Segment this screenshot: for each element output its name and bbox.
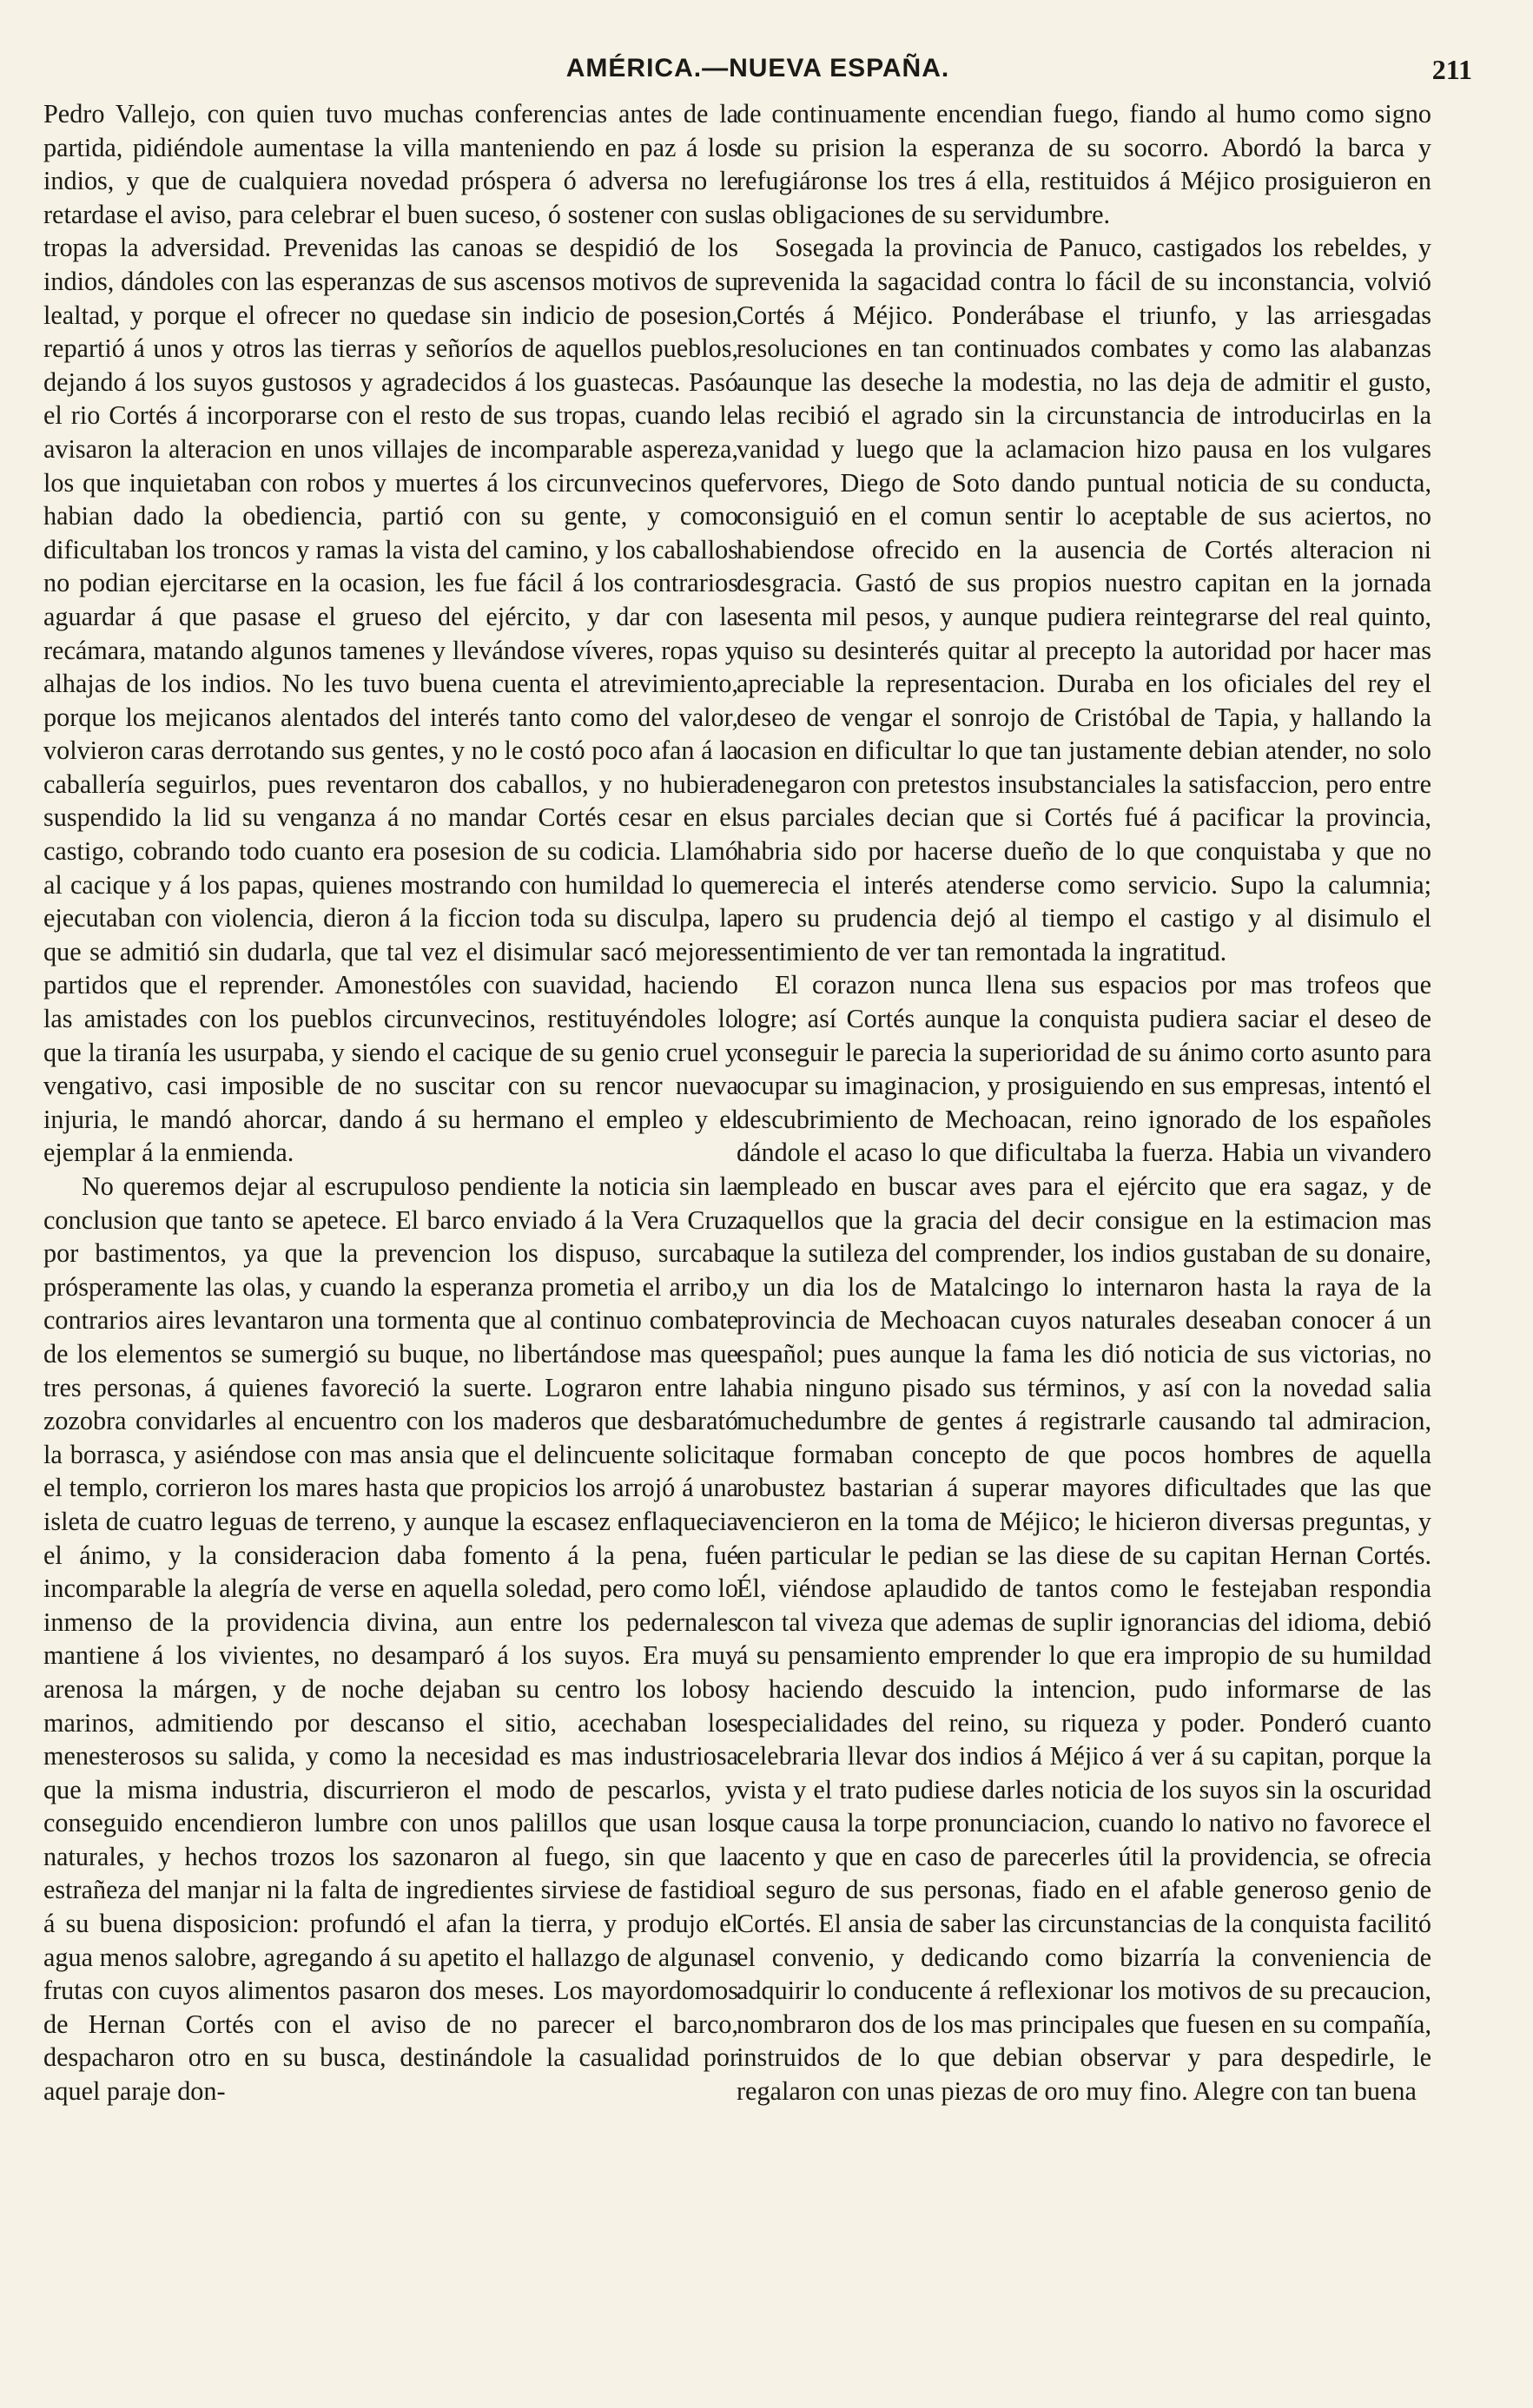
running-title: AMÉRICA.—NUEVA ESPAÑA. — [565, 54, 950, 82]
paragraph: No queremos dejar al escrupuloso pendiente la noticia sin la conclusion que tanto se apetece. El barco enviado á la Vera Cruz por bastimentos, ya que la prevencion los dispuso, surcaba prósperamente las olas, y cuando la esperanza prometia el arribo, contrarios aires levantaron una tormenta que al continuo combate de los elementos se sumergió su buque, no libertándose mas que tres personas, á quienes favoreció la suerte. Lograron entre la zozobra convidarles al encuentro con los maderos que desbarató la borrasca, y asiéndose con mas ansia que el delincuente solicita el templo, corrieron los mares hasta que propicios los arrojó á una isleta de cuatro leguas de terreno, y aunque la escasez enflaquecia el ánimo, y la consideracion daba fomento á la pena, fué incomparable la alegría de verse en aquella soledad, pero como lo inmenso de la providencia divina, aun entre los pedernales mantiene á los vivientes, no desamparó á los suyos. Era muy arenosa la márgen, y de noche dejaban su centro los lobos marinos, admitiendo por descanso el sitio, acechaban los menesterosos su salida, y como la necesidad es mas industriosa que la misma industria, discurrieron el modo de pescarlos, y conseguido encendieron lumbre con unos palillos que usan los naturales, y hechos trozos los sazonaron al fuego, sin que la estrañeza del manjar ni la falta de ingredientes sirviese de fastidio á su buena disposicion: profundó el afan la tierra, y produjo el agua menos salobre, agregando á su apetito el hallazgo de algunas frutas con cuyos alimentos pasaron dos meses. Los mayordomos de Hernan Cortés con el aviso de no parecer el barco, despacharon otro en su busca, destinándole la casualidad por aquel paraje don- — [43, 1171, 738, 2107]
left-column — [43, 97, 738, 2108]
running-header — [43, 54, 1472, 89]
paragraph: Pedro Vallejo, con quien tuvo muchas conferencias antes de la partida, pidiéndole aumentase la villa manteniendo en paz á los indios, y que de cualquiera novedad próspera ó adversa no le retardase el aviso, para celebrar el buen suceso, ó sostener con sus tropas la adversidad. Prevenidas las canoas se despidió de los indios, dándoles con las esperanzas de sus ascensos motivos de su lealtad, y porque el ofrecer no quedase sin indicio de posesion, repartió á unos y otros las tierras y señoríos de aquellos pueblos, dejando á los suyos gustosos y agradecidos á los guastecas. Pasó el rio Cortés á incorporarse con el resto de sus tropas, cuando le avisaron la alteracion en unos villajes de incomparable aspereza, los que inquietaban con robos y muertes á los circunvecinos que habian dado la obediencia, partió con su gente, y como dificultaban los troncos y ramas la vista del camino, y los caballos no podian ejercitarse en la ocasion, les fue fácil á los contrarios aguardar á que pasase el grueso del ejército, y dar con la recámara, matando algunos tamenes y llevándose víveres, ropas y alhajas de los indios. No les tuvo buena cuenta el atrevimiento, porque los mejicanos alentados del interés tanto como del valor, volvieron caras derrotando sus gentes, y no le costó poco afan á la caballería seguirlos, pues reventaron dos caballos, y no hubiera suspendido la lid su venganza á no mandar Cortés cesar en el castigo, cobrando todo cuanto era posesion de su codicia. Llamó al cacique y á los papas, quienes mostrando con humildad lo que ejecutaban con violencia, dieron á la ficcion toda su disculpa, la que se admitió sin dudarla, que tal vez el disimular sacó mejores partidos que el reprender. Amonestóles con suavidad, haciendo las amistades con los pueblos circunvecinos, restituyéndoles lo que la tiranía les usurpaba, y siendo el cacique de su genio cruel y vengativo, casi imposible de no suscitar con su rencor nueva injuria, le mandó ahorcar, dando á su hermano el empleo y el ejemplar á la enmienda. — [43, 99, 738, 1168]
right-column — [737, 97, 1431, 2108]
page-number: 211 — [1431, 54, 1472, 85]
paragraph: Sosegada la provincia de Panuco, castigados los rebeldes, y prevenida la sagacidad contra lo fácil de su inconstancia, volvió Cortés á Méjico. Ponderábase el triunfo, y las arriesgadas resoluciones en tan continuados combates y como las alabanzas aunque las deseche la modestia, no las deja de admitir el gusto, las recibió el agrado sin la circunstancia de introducirlas en la vanidad y luego que la aclamacion hizo pausa en los vulgares fervores, Diego de Soto dando puntual noticia de su conducta, consiguió en el comun sentir lo aceptable de sus aciertos, no habiendose ofrecido en la ausencia de Cortés alteracion ni desgracia. Gastó de sus propios nuestro capitan en la jornada sesenta mil pesos, y aunque pudiera reintegrarse del real quinto, quiso su desinterés quitar al precepto la autoridad por hacer mas apreciable la representacion. Duraba en los oficiales del rey el deseo de vengar el sonrojo de Cristóbal de Tapia, y hallando la ocasion en dificultar lo que tan justamente debian atender, no solo denegaron con pretestos insubstanciales la satisfaccion, pero entre sus parciales decian que si Cortés fué á pacificar la provincia, habria sido por hacerse dueño de lo que conquistaba y que no merecia el interés atenderse como servicio. Supo la calumnia; pero su prudencia dejó al tiempo el castigo y al disimulo el sentimiento de ver tan remontada la ingratitud. — [737, 233, 1431, 966]
paragraph: de continuamente encendian fuego, fiando al humo como signo de su prision la esperanza de su socorro. Abordó la barca y refugiáronse los tres á ella, restituidos á Méjico prosiguieron en las obligaciones de su servidumbre. — [737, 99, 1431, 229]
paragraph: El corazon nunca llena sus espacios por mas trofeos que logre; así Cortés aunque la conquista pudiera saciar el deseo de conseguir le parecia la superioridad de su ánimo corto asunto para ocupar su imaginacion, y prosiguiendo en sus empresas, intentó el descubrimiento de Mechoacan, reino ignorado de los españoles dándole el acaso lo que dificultaba la fuerza. Habia un vivandero empleado en buscar aves para el ejército que era sagaz, y de aquellos que la gracia del decir consigue en la estimacion mas que la sutileza del comprender, los indios gustaban de su donaire, y un dia los de Matalcingo lo internaron hasta la raya de la provincia de Mechoacan cuyos naturales deseaban conocer á un español; pues aunque la fama les dió noticia de sus victorias, no habia ninguno pisado sus términos, y así con la novedad salia muchedumbre de gentes á registrarle causando tal admiracion, que formaban concepto de que pocos hombres de aquella robustez bastarian á superar mayores dificultades que las que vencieron en la toma de Méjico; le hicieron diversas preguntas, y en particular le pedian se las diese de su capitan Hernan Cortés. Él, viéndose aplaudido de tantos como le festejaban respondia con tal viveza que ademas de suplir ignorancias del idioma, debió á su pensamiento emprender lo que era impropio de su humildad y haciendo descuido la intencion, pudo informarse de las especialidades del reino, su riqueza y poder. Ponderó cuanto celebraria llevar dos indios á Méjico á ver á su capitan, porque la vista y el trato pudiese darles noticia de los suyos sin la oscuridad que causa la torpe pronunciacion, cuando lo nativo no favorece el acento y que en caso de parecerles útil la providencia, se ofrecia al seguro de sus personas, fiado en el afable generoso genio de Cortés. El ansia de saber las circunstancias de la conquista facilitó el convenio, y dedicando como bizarría la conveniencia de adquirir lo conducente á reflexionar los motivos de su precaucion, nombraron dos de los mas principales que fuesen en su compañía, instruidos de lo que debian observar y para despedirle, le regalaron con unas piezas de oro muy fino. Alegre con tan buena — [737, 970, 1431, 2107]
